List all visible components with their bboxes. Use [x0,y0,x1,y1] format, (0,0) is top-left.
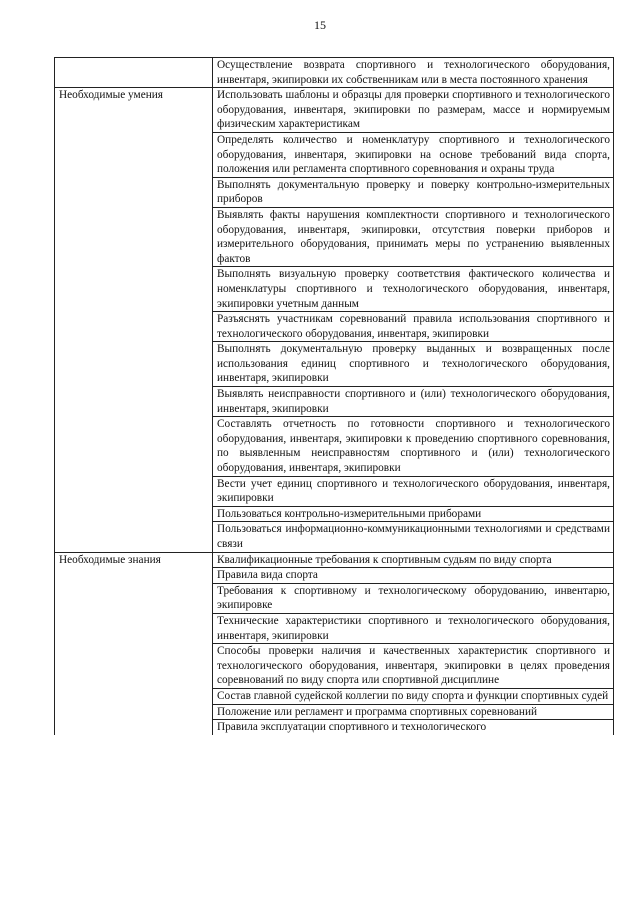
row-label-empty [55,342,213,387]
table-row [55,522,614,552]
table-row [55,688,614,704]
row-item-text: Состав главной судейской коллегии по виду спорта и функции спортивных судей [213,688,614,704]
requirements-table [54,57,614,735]
table-row [55,312,614,342]
row-label-empty [55,720,213,735]
table-row [55,207,614,266]
row-item-text: Определять количество и номенклатуру спортивного и технологического оборудования, инвентаря, экипировки на основе требований вида спорта, положения или регламента спортивного соревнования и охраны труда [213,132,614,177]
table-row [55,88,614,133]
row-label-empty [55,704,213,720]
table-row [55,342,614,387]
row-label-empty [55,177,213,207]
table-row [55,506,614,522]
row-label-empty [55,613,213,643]
row-item-text: Пользоваться контрольно-измерительными приборами [213,506,614,522]
row-item-text: Выполнять документальную проверку и поверку контрольно-измерительных приборов [213,177,614,207]
row-item-text: Квалификационные требования к спортивным судьям по виду спорта [213,552,614,568]
table-row [55,267,614,312]
row-item-text: Способы проверки наличия и качественных характеристик спортивного и технологического оборудования, инвентаря, экипировки в целях проведения соревнований по виду спорта или спортивной дисциплине [213,644,614,689]
row-label-empty [55,688,213,704]
row-label-empty [55,387,213,417]
row-item-text: Технические характеристики спортивного и технологического оборудования, инвентаря, экипировки [213,613,614,643]
row-label-empty [55,506,213,522]
table-row [55,476,614,506]
row-item-text: Выявлять факты нарушения комплектности спортивного и технологического оборудования, инвентаря, экипировки, отсутствия поверки приборов и измерительного оборудования, принимать меры по устранению выявленных фактов [213,207,614,266]
row-label [55,58,213,88]
table-row [55,387,614,417]
row-label-empty [55,644,213,689]
row-label-empty [55,417,213,476]
row-label-empty [55,568,213,584]
table-row [55,644,614,689]
row-item-text: Составлять отчетность по готовности спортивного и технологического оборудования, инвентаря, экипировки к проведению спортивного соревнования, по выявленным неисправностям спортивного и (или) технологического оборудования, инвентаря, экипировки [213,417,614,476]
table-row [55,177,614,207]
page-number: 15 [314,18,326,32]
row-label-empty [55,522,213,552]
table-row [55,132,614,177]
table-row [55,58,614,88]
table-row [55,720,614,735]
row-item-text: Выполнять визуальную проверку соответствия фактического количества и номенклатуры спортивного и технологического оборудования, инвентаря, экипировки учетным данным [213,267,614,312]
row-item-text: Положение или регламент и программа спортивных соревнований [213,704,614,720]
row-item-text: Использовать шаблоны и образцы для проверки спортивного и технологического оборудования, инвентаря, экипировки по размерам, массе и нормируемым физическим характеристикам [213,88,614,133]
row-item-text: Правила вида спорта [213,568,614,584]
row-label-empty [55,312,213,342]
row-label-empty [55,583,213,613]
table-row [55,613,614,643]
table-row [55,704,614,720]
row-item-text: Разъяснять участникам соревнований правила использования спортивного и технологического оборудования, инвентаря, экипировки [213,312,614,342]
table-row [55,552,614,568]
row-item-text: Требования к спортивному и технологическому оборудованию, инвентарю, экипировке [213,583,614,613]
row-item-text: Пользоваться информационно-коммуникационными технологиями и средствами связи [213,522,614,552]
row-label-empty [55,476,213,506]
row-label-empty [55,132,213,177]
row-label: Необходимые умения [55,88,213,133]
row-label-empty [55,267,213,312]
row-label: Необходимые знания [55,552,213,568]
row-item-text: Правила эксплуатации спортивного и технологического [213,720,614,735]
row-item-text: Вести учет единиц спортивного и технологического оборудования, инвентаря, экипировки [213,476,614,506]
row-label-empty [55,207,213,266]
row-item-text: Выполнять документальную проверку выданных и возвращенных после использования единиц спортивного и технологического оборудования, инвентаря, экипировки [213,342,614,387]
row-item-text: Выявлять неисправности спортивного и (или) технологического оборудования, инвентаря, экипировки [213,387,614,417]
table-row [55,583,614,613]
table-row [55,417,614,476]
row-item-text: Осуществление возврата спортивного и технологического оборудования, инвентаря, экипировки их собственникам или в места постоянного хранения [213,58,614,88]
table-row [55,568,614,584]
